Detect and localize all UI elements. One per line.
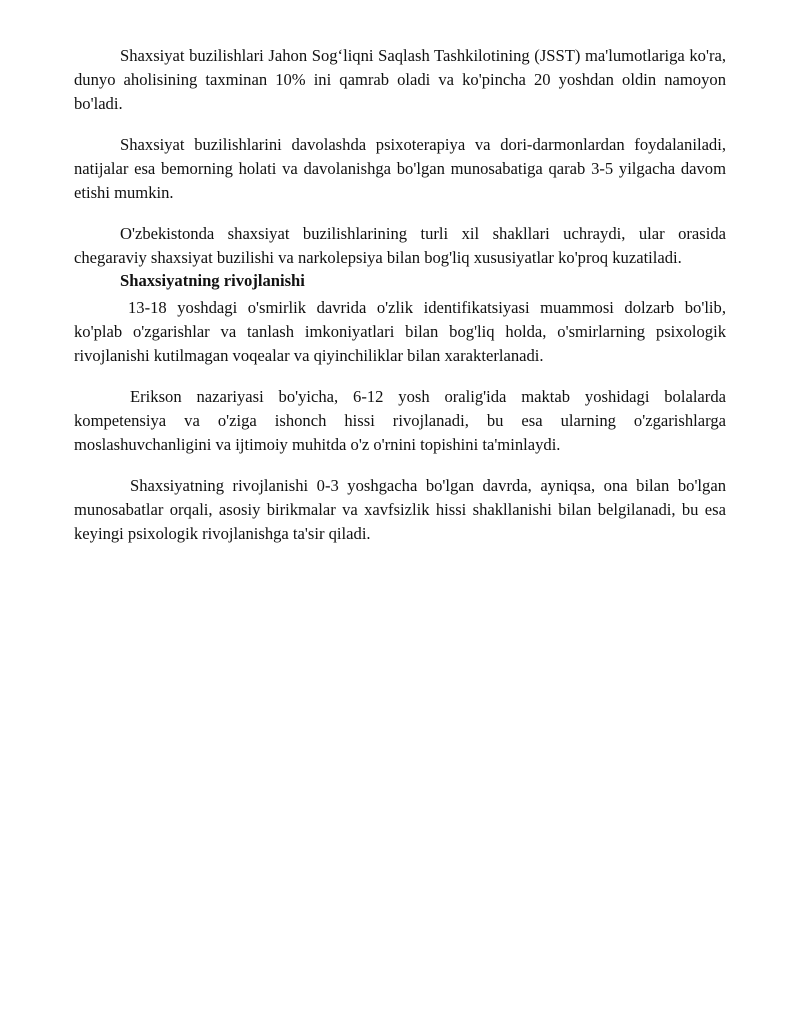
- paragraph-erikson: Erikson nazariyasi bo'yicha, 6-12 yosh oralig'ida maktab yoshidagi bolalarda kompetensiya va o'ziga ishonch hissi rivojlanadi, bu esa ularning o'zgarishlarga moslashuvchanligini va ijtimoiy muhitda o'z o'rnini topishini ta'minlaydi.: [74, 387, 726, 454]
- paragraph-uzbekistan: O'zbekistonda shaxsiyat buzilishlarining turli xil shakllari uchraydi, ular orasida chegaraviy shaxsiyat buzilishi va narkolepsiya bilan bog'liq xususiyatlar ko'proq kuzatiladi.: [74, 224, 726, 267]
- section-heading: Shaxsiyatning rivojlanishi: [120, 271, 305, 290]
- paragraph-treatment: Shaxsiyat buzilishlarini davolashda psixoterapiya va dori-darmonlardan foydalaniladi, natijalar esa bemorning holati va davolanishga bo'lgan munosabatiga qarab 3-5 yilgacha davom etishi mumkin.: [74, 135, 726, 202]
- paragraph-early-childhood: Shaxsiyatning rivojlanishi 0-3 yoshgacha bo'lgan davrda, ayniqsa, ona bilan bo'lgan munosabatlar orqali, asosiy birikmalar va xavfsizlik hissi shakllanishi bilan belgilanadi, bu esa keyingi psixologik rivojlanishga ta'sir qiladi.: [74, 476, 726, 543]
- document-page: [74, 44, 726, 546]
- paragraph-jsst-statistics: Shaxsiyat buzilishlari Jahon Sog‘liqni Saqlash Tashkilotining (JSST) ma'lumotlariga ko'ra, dunyo aholisining taxminan 10% ini qamrab oladi va ko'pincha 20 yoshdan oldin namoyon bo'ladi.: [74, 46, 726, 113]
- paragraph-adolescence: 13-18 yoshdagi o'smirlik davrida o'zlik identifikatsiyasi muammosi dolzarb bo'lib, ko'plab o'zgarishlar va tanlash imkoniyatlari bilan bog'liq holda, o'smirlarning psixologik rivojlanishi kutilmagan voqealar va qiyinchiliklar bilan xarakterlanadi.: [74, 298, 726, 365]
